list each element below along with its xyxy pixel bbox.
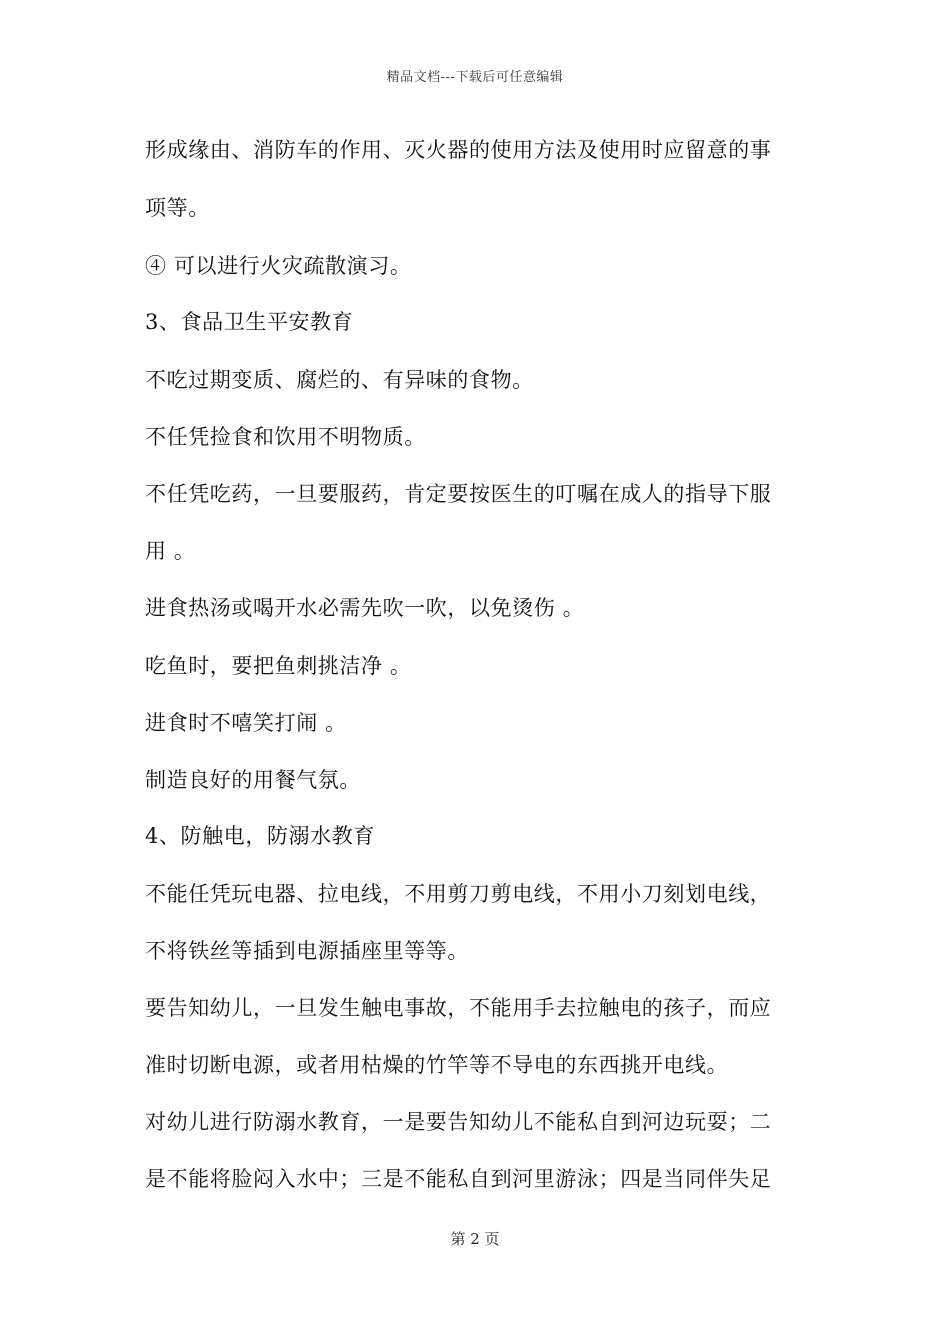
body-line: 要告知幼儿，一旦发生触电事故，不能用手去拉触电的孩子，而应 [145, 996, 772, 1020]
body-line: 吃鱼时，要把鱼刺挑洁净 。 [145, 654, 412, 678]
body-line: 进食热汤或喝开水必需先吹一吹，以免烫伤 。 [145, 596, 585, 620]
body-line: 形成缘由、消防车的作用、灭火器的使用方法及使用时应留意的事 [145, 138, 772, 162]
body-line: 不任凭捡食和饮用不明物质。 [145, 425, 426, 449]
body-line: ④ 可以进行火灾疏散演习。 [145, 254, 412, 278]
body-line: 进食时不嘻笑打闹 。 [145, 711, 347, 735]
body-line: 不任凭吃药，一旦要服药，肯定要按医生的叮嘱在成人的指导下服 [145, 482, 772, 506]
body-line: 不将铁丝等插到电源插座里等等。 [145, 939, 469, 963]
body-line: 项等。 [145, 196, 210, 220]
body-line: 制造良好的用餐气氛。 [145, 768, 361, 792]
section-heading: 3、食品卫生平安教育 [145, 310, 354, 334]
body-line: 不能任凭玩电器、拉电线，不用剪刀剪电线，不用小刀刻划电线， [145, 882, 772, 906]
body-line: 是不能将脸闷入水中；三是不能私自到河里游泳；四是当同伴失足 [145, 1167, 772, 1191]
page-header: 精品文档---下载后可任意编辑 [386, 70, 564, 85]
body-line: 准时切断电源，或者用枯燥的竹竿等不导电的东西挑开电线。 [145, 1053, 729, 1077]
section-heading: 4、防触电，防溺水教育 [145, 824, 375, 848]
page-number: 第 2 页 [450, 1230, 500, 1248]
body-line: 用 。 [145, 539, 196, 563]
body-line: 对幼儿进行防溺水教育，一是要告知幼儿不能私自到河边玩耍；二 [145, 1110, 772, 1134]
body-line: 不吃过期变质、腐烂的、有异味的食物。 [145, 368, 534, 392]
